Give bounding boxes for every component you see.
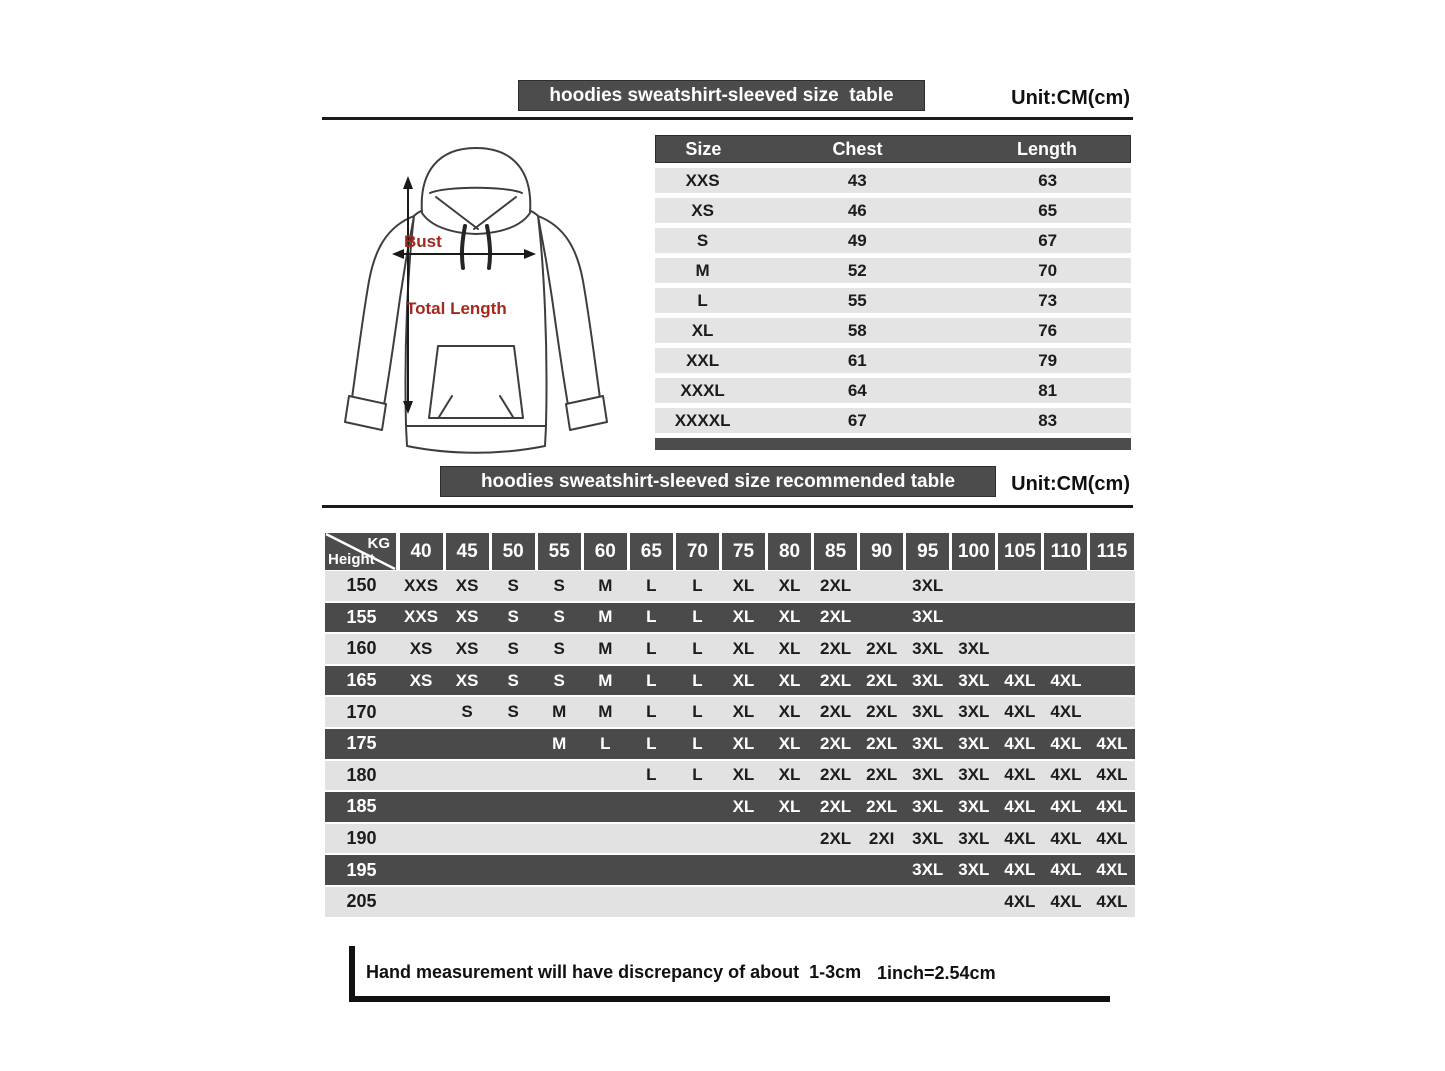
size-cell: XXXXL (674, 410, 731, 430)
hoodie-hem (406, 426, 546, 453)
size-recommendation-cell: XL (778, 607, 801, 627)
size-recommendation-cell: 2XL (866, 702, 898, 722)
bust-label: Bust (404, 232, 442, 251)
size-recommendation-cell: XS (455, 670, 479, 690)
size-recommendation-cell: 3XL (958, 765, 990, 785)
size-recommendation-cell: XL (732, 638, 755, 658)
recommended-table-header (325, 533, 1135, 570)
size-recommendation-cell: 4XL (1050, 796, 1082, 816)
size-recommendation-cell: 3XL (958, 638, 990, 658)
chest-cell: 43 (847, 170, 867, 190)
kg-column-header: 90 (860, 533, 903, 570)
size-recommendation-cell: XL (732, 607, 755, 627)
chest-cell: 52 (847, 260, 867, 280)
size-recommendation-cell: L (692, 638, 703, 658)
recommended-table (325, 533, 1135, 919)
recommended-table-row (325, 824, 1135, 854)
kg-label: KG (367, 535, 390, 552)
size-recommendation-cell: L (646, 670, 657, 690)
size-recommendation-cell: L (692, 702, 703, 722)
footer-note: Hand measurement will have discrepancy of about 1-3cm (366, 962, 862, 982)
recommended-table-row (325, 761, 1135, 791)
unit-label-top: Unit:CM(cm) (1011, 87, 1130, 109)
size-table-header-length: Length (1017, 138, 1078, 159)
size-cell: S (696, 230, 709, 250)
length-cell: 63 (1038, 170, 1058, 190)
recommended-table-body (325, 571, 1135, 917)
size-cell: M (695, 260, 710, 280)
size-recommendation-cell: XL (732, 733, 755, 753)
size-recommendation-cell: XL (732, 765, 755, 785)
size-recommendation-cell: 2XL (866, 638, 898, 658)
height-row-label: 175 (346, 733, 377, 754)
size-recommendation-cell: XXS (404, 607, 439, 627)
kg-column-header: 110 (1044, 533, 1087, 570)
kg-column-header: 60 (584, 533, 627, 570)
length-cell: 83 (1038, 410, 1058, 430)
size-recommendation-cell: M (598, 702, 613, 722)
size-recommendation-cell: 2XL (820, 670, 852, 690)
size-recommendation-cell: 4XL (1050, 891, 1082, 911)
kg-column-header: 100 (952, 533, 995, 570)
size-recommendation-cell: XL (778, 670, 801, 690)
chest-cell: 61 (847, 350, 867, 370)
recommended-table-title-bar (440, 466, 996, 497)
size-recommendation-cell: 3XL (912, 575, 944, 595)
size-recommendation-cell: XL (778, 575, 801, 595)
size-recommendation-cell: S (507, 702, 519, 722)
middle-divider-line (322, 505, 1133, 508)
kg-column-header: 75 (722, 533, 765, 570)
size-recommendation-cell: 3XL (958, 733, 990, 753)
height-row-label: 150 (346, 575, 377, 596)
height-label: Height (328, 551, 375, 568)
kg-column-header: 95 (906, 533, 949, 570)
hoodie-pocket (429, 346, 523, 418)
size-recommendation-cell: S (553, 575, 565, 595)
size-table-header (655, 135, 1131, 163)
size-recommendation-cell: 4XL (1004, 765, 1036, 785)
size-recommendation-cell: 4XL (1050, 670, 1082, 690)
size-recommendation-cell: 4XL (1004, 670, 1036, 690)
size-recommendation-cell: 2XL (820, 765, 852, 785)
recommended-table-title: hoodies sweatshirt-sleeved size recommended table (480, 470, 956, 492)
kg-column-header: 45 (446, 533, 489, 570)
size-recommendation-cell: S (507, 575, 519, 595)
size-recommendation-cell: S (507, 670, 519, 690)
size-recommendation-cell: 2XI (868, 828, 895, 848)
recommended-table-row (325, 697, 1135, 727)
size-recommendation-cell: 2XL (866, 796, 898, 816)
size-recommendation-cell: 3XL (912, 733, 944, 753)
chest-cell: 67 (847, 410, 867, 430)
recommended-table-row (325, 729, 1135, 759)
size-recommendation-cell: 3XL (958, 860, 990, 880)
size-table-row (655, 348, 1131, 373)
height-row-label: 170 (346, 701, 377, 722)
top-divider-line (322, 117, 1133, 120)
size-recommendation-cell: 3XL (958, 702, 990, 722)
size-table-row (655, 288, 1131, 313)
size-recommendation-cell: 3XL (958, 796, 990, 816)
recommended-table-row (325, 792, 1135, 822)
size-recommendation-cell: XL (778, 702, 801, 722)
size-recommendation-cell: 4XL (1004, 733, 1036, 753)
kg-height-corner-cell (325, 533, 396, 570)
size-recommendation-cell: 4XL (1096, 828, 1128, 848)
size-recommendation-cell: 4XL (1004, 860, 1036, 880)
size-recommendation-cell: 2XL (820, 828, 852, 848)
size-recommendation-cell: XL (732, 670, 755, 690)
size-recommendation-cell: 4XL (1050, 828, 1082, 848)
recommended-table-row (325, 603, 1135, 633)
size-recommendation-cell: XS (409, 670, 433, 690)
height-row-label: 165 (346, 670, 377, 691)
size-recommendation-cell: XL (732, 702, 755, 722)
footer-vertical-bar (349, 946, 355, 1002)
length-cell: 81 (1038, 380, 1058, 400)
size-recommendation-cell: 4XL (1096, 796, 1128, 816)
size-recommendation-cell: 2XL (820, 702, 852, 722)
size-recommendation-cell: 3XL (912, 670, 944, 690)
chest-cell: 55 (847, 290, 867, 310)
size-cell: XXL (686, 350, 720, 370)
size-recommendation-cell: L (600, 733, 611, 753)
footer-conversion: 1inch=2.54cm (877, 963, 996, 983)
size-recommendation-cell: 4XL (1096, 733, 1128, 753)
size-recommendation-cell: L (692, 670, 703, 690)
recommended-table-row (325, 887, 1135, 917)
unit-label-bottom: Unit:CM(cm) (1011, 473, 1130, 495)
recommended-table-row (325, 571, 1135, 601)
size-recommendation-cell: 4XL (1050, 860, 1082, 880)
height-row-label: 180 (346, 764, 377, 785)
size-recommendation-cell: S (507, 638, 519, 658)
height-row-label: 185 (346, 796, 377, 817)
size-table-footer-bar (655, 438, 1131, 450)
size-recommendation-cell: 2XL (820, 638, 852, 658)
size-recommendation-cell: 4XL (1050, 733, 1082, 753)
size-recommendation-cell: S (507, 607, 519, 627)
size-recommendation-cell: 3XL (958, 670, 990, 690)
size-recommendation-cell: 4XL (1050, 765, 1082, 785)
size-recommendation-cell: L (692, 733, 703, 753)
size-recommendation-cell: 2XL (820, 733, 852, 753)
footer-horizontal-bar (349, 996, 1110, 1002)
total-length-label: Total Length (406, 299, 507, 318)
kg-column-header: 85 (814, 533, 857, 570)
size-recommendation-cell: L (692, 575, 703, 595)
size-table-row (655, 198, 1131, 223)
size-recommendation-cell: M (598, 670, 613, 690)
size-recommendation-cell: 2XL (866, 765, 898, 785)
height-row-label: 190 (346, 828, 377, 849)
size-table-row (655, 168, 1131, 193)
size-recommendation-cell: XS (409, 638, 433, 658)
size-recommendation-cell: 2XL (866, 733, 898, 753)
size-recommendation-cell: 2XL (866, 670, 898, 690)
size-cell: XL (691, 320, 714, 340)
size-table-title: hoodies sweatshirt-sleeved size table (549, 84, 894, 106)
height-row-label: 195 (346, 859, 377, 880)
size-cell: XXS (685, 170, 720, 190)
size-cell: XXXL (680, 380, 725, 400)
size-table-row (655, 378, 1131, 403)
kg-column-header: 55 (538, 533, 581, 570)
size-table-body (655, 168, 1131, 433)
length-cell: 67 (1038, 230, 1058, 250)
size-recommendation-cell: 4XL (1096, 765, 1128, 785)
size-recommendation-cell: L (646, 607, 657, 627)
size-recommendation-cell: M (552, 733, 567, 753)
size-table-title-bar (518, 80, 925, 111)
size-recommendation-cell: 3XL (912, 702, 944, 722)
hoodie-diagram (322, 136, 630, 458)
size-recommendation-cell: XL (778, 796, 801, 816)
size-recommendation-cell: S (553, 670, 565, 690)
kg-column-header: 115 (1090, 533, 1133, 570)
kg-column-header: 50 (492, 533, 535, 570)
length-cell: 79 (1038, 350, 1058, 370)
chest-cell: 46 (847, 200, 867, 220)
size-recommendation-cell: M (598, 638, 613, 658)
size-recommendation-cell: 4XL (1096, 891, 1128, 911)
size-recommendation-cell: S (461, 702, 473, 722)
length-cell: 76 (1038, 320, 1058, 340)
size-table-row (655, 318, 1131, 343)
size-recommendation-cell: XL (732, 575, 755, 595)
size-recommendation-cell: 3XL (912, 765, 944, 785)
size-recommendation-cell: M (598, 607, 613, 627)
recommended-table-row (325, 634, 1135, 664)
recommended-table-row (325, 666, 1135, 696)
height-row-label: 155 (346, 606, 377, 627)
size-table (655, 135, 1131, 450)
height-row-label: 160 (346, 638, 377, 659)
size-recommendation-cell: S (553, 638, 565, 658)
size-recommendation-cell: L (646, 702, 657, 722)
size-table-row (655, 258, 1131, 283)
size-recommendation-cell: 4XL (1050, 702, 1082, 722)
size-cell: L (697, 290, 708, 310)
size-recommendation-cell: 4XL (1096, 860, 1128, 880)
size-recommendation-cell: L (692, 607, 703, 627)
size-recommendation-cell: 4XL (1004, 702, 1036, 722)
size-recommendation-cell: L (692, 765, 703, 785)
size-recommendation-cell: 3XL (912, 828, 944, 848)
size-recommendation-cell: M (598, 575, 613, 595)
size-recommendation-cell: 2XL (820, 575, 852, 595)
size-recommendation-cell: 4XL (1004, 828, 1036, 848)
size-recommendation-cell: L (646, 733, 657, 753)
size-recommendation-cell: XL (778, 733, 801, 753)
chest-cell: 64 (847, 380, 867, 400)
kg-column-header: 65 (630, 533, 673, 570)
length-cell: 70 (1038, 260, 1058, 280)
size-recommendation-cell: S (553, 607, 565, 627)
recommended-table-row (325, 855, 1135, 885)
height-row-label: 205 (346, 891, 377, 912)
kg-column-header: 40 (400, 533, 443, 570)
size-recommendation-cell: XS (455, 607, 479, 627)
kg-column-header: 70 (676, 533, 719, 570)
size-recommendation-cell: 4XL (1004, 796, 1036, 816)
size-recommendation-cell: 3XL (958, 828, 990, 848)
size-recommendation-cell: XS (455, 638, 479, 658)
size-recommendation-cell: XL (778, 765, 801, 785)
kg-column-header: 105 (998, 533, 1041, 570)
size-recommendation-cell: 4XL (1004, 891, 1036, 911)
size-recommendation-cell: 2XL (820, 796, 852, 816)
size-recommendation-cell: 3XL (912, 796, 944, 816)
size-table-row (655, 228, 1131, 253)
size-table-header-size: Size (685, 138, 722, 159)
length-cell: 73 (1038, 290, 1058, 310)
length-cell: 65 (1038, 200, 1058, 220)
size-cell: XS (691, 200, 714, 220)
kg-column-header: 80 (768, 533, 811, 570)
size-recommendation-cell: M (552, 702, 567, 722)
size-table-header-chest: Chest (832, 138, 883, 159)
size-recommendation-cell: XXS (404, 575, 439, 595)
size-recommendation-cell: 3XL (912, 638, 944, 658)
size-table-row (655, 408, 1131, 433)
size-recommendation-cell: 3XL (912, 860, 944, 880)
size-recommendation-cell: XL (732, 796, 755, 816)
size-recommendation-cell: L (646, 765, 657, 785)
chest-cell: 58 (847, 320, 867, 340)
size-recommendation-cell: 2XL (820, 607, 852, 627)
size-recommendation-cell: L (646, 638, 657, 658)
size-recommendation-cell: XL (778, 638, 801, 658)
size-recommendation-cell: 3XL (912, 607, 944, 627)
size-recommendation-cell: XS (455, 575, 479, 595)
chest-cell: 49 (847, 230, 867, 250)
size-recommendation-cell: L (646, 575, 657, 595)
